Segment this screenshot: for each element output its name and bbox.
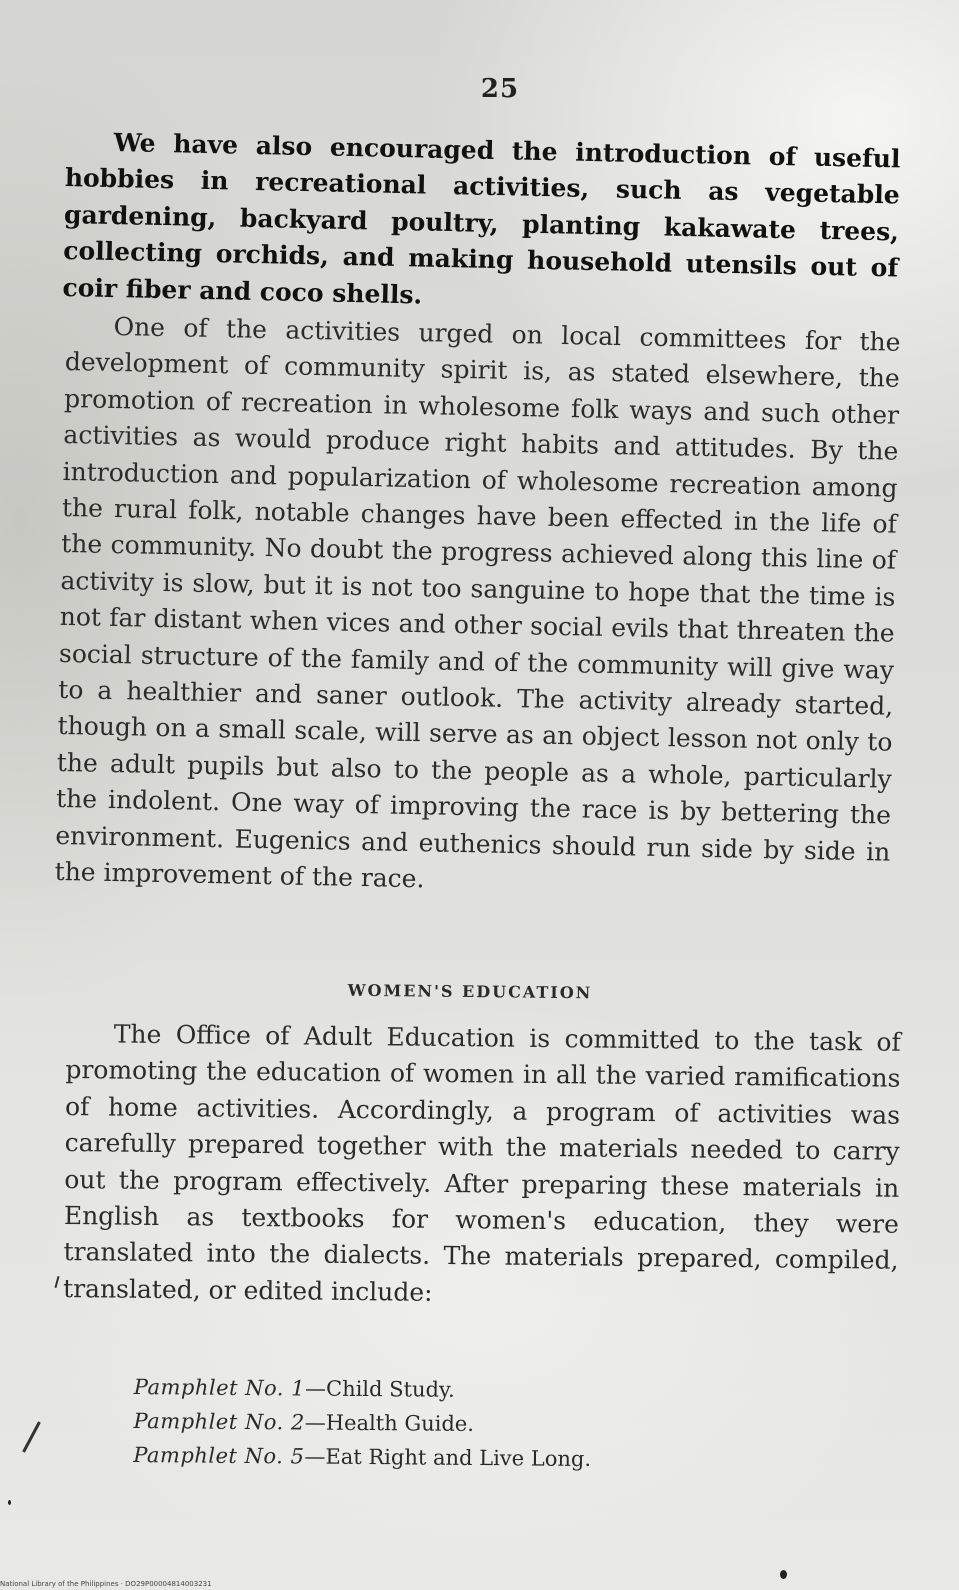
pamphlet-title: —Health Guide. [304, 1410, 475, 1436]
pamphlet-item [134, 1370, 592, 1408]
pamphlet-series: Pamphlet No. 2 [133, 1408, 305, 1435]
ink-dot [8, 1500, 11, 1505]
pamphlet-series: Pamphlet No. 5 [133, 1442, 305, 1469]
paragraph-women [63, 1016, 901, 1316]
pamphlet-title: —Eat Right and Live Long. [304, 1444, 592, 1471]
paragraph-community-text: One of the activities urged on local committees for the development of community spirit is, as stated elsewhere, the promotion of recreation in wholesome folk ways and such other activities as would produce right habits and attitudes. By the introduction and popularization of wholesome recreation among the rural folk, notable changes have been effected in the life of the community. No doubt the progress achieved along this line of activity is slow, but it is not too sanguine to hope that the time is not far distant when vices and other social evils that threaten the social structure of the family and of the community will give way to a healthier and saner outlook. The activity already started, though on a small scale, will serve as an object lesson not only to the adult pupils but also to the people as a whole, particularly the indolent. One way of improving the race is by bettering the environment. Eugenics and euthenics should run side by side in the improvement of the race. [54, 311, 901, 894]
pamphlet-item [133, 1404, 591, 1442]
ink-dot [780, 1570, 787, 1579]
paragraph-women-text: The Office of Adult Education is committed to the task of promoting the education of women in all the varied ramifications of home activities. Accordingly, a program of activities was carefully prepared together with the materials needed to carry out the program effectively. After preparing these materials in English as textbooks for women's education, they were translated into the dialects. The materials prepared, compiled, translated, or edited include: [62, 1019, 901, 1307]
pamphlet-list [133, 1370, 592, 1476]
pamphlet-item [133, 1438, 591, 1476]
pencil-mark [22, 1421, 41, 1452]
pencil-mark [54, 1276, 59, 1288]
footer-credit: National Library of the Philippines · DO29P00004814003231 [0, 1580, 212, 1588]
section-heading: WOMEN'S EDUCATION [347, 980, 593, 1003]
paragraph-hobbies-text: We have also encouraged the introduction of useful hobbies in recreational activities, such as vegetable gardening, backyard poultry, planting kakawate trees, collecting orchids, and making household utensils out of coir fiber and coco shells. [62, 128, 901, 310]
page-number: 25 [480, 74, 520, 104]
paragraph-hobbies [62, 124, 901, 323]
pamphlet-series: Pamphlet No. 1 [133, 1374, 306, 1401]
paragraph-community [54, 308, 901, 907]
pamphlet-title: —Child Study. [304, 1376, 455, 1402]
